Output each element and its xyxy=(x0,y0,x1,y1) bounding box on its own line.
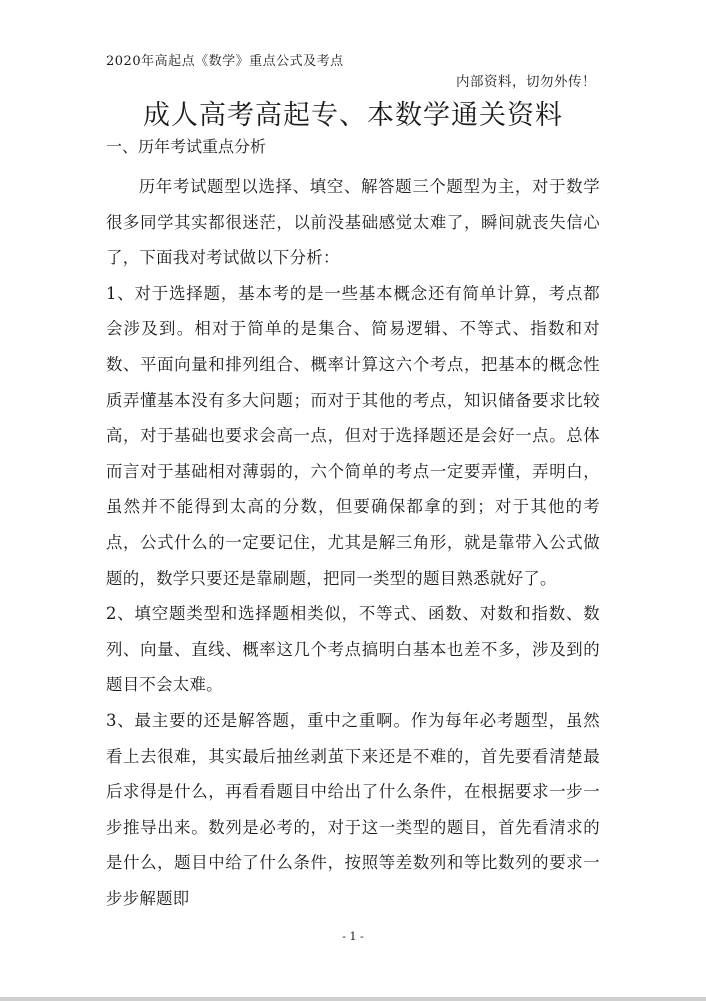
point-2-fill-in-blank: 2、填空题类型和选择题相类似，不等式、函数、对数和指数、数列、向量、直线、概率这几个考点搞明白基本也差不多，涉及到的题目不会太难。 xyxy=(106,604,600,695)
document-header-title: 2020年高起点《数学》重点公式及考点 xyxy=(106,54,344,69)
confidential-notice: 内部资料，切勿外传！ xyxy=(456,74,596,90)
point-1-multiple-choice: 1、对于选择题，基本考的是一些基本概念还有简单计算，考点都会涉及到。相对于简单的是集合、简易逻辑、不等式、指数和对数、平面向量和排列组合、概率计算这六个考点，把基本的概念性质弄懂基本没有多大问题；而对于其他的考点，知识储备要求比较高，对于基础也要求会高一点，但对于选择题还是会好一点。总体而言对于基础相对薄弱的，六个简单的考点一定要弄懂，弄明白，虽然并不能得到太高的分数，但要确保都拿的到；对于其他的考点，公式什么的一定要记住，尤其是解三角形，就是靠带入公式做题的，数学只要还是靠刷题，把同一类型的题目熟悉就好了。 xyxy=(106,283,600,588)
page-bottom-edge xyxy=(0,997,706,1001)
page-title: 成人高考高起专、本数学通关资料 xyxy=(143,100,563,131)
body-text xyxy=(106,169,600,916)
section-heading: 一、历年考试重点分析 xyxy=(106,137,267,156)
page-number: - 1 - xyxy=(342,930,364,943)
intro-paragraph: 历年考试题型以选择、填空、解答题三个题型为主，对于数学很多同学其实都很迷茫，以前没基础感觉太难了，瞬间就丧失信心了，下面我对考试做以下分析： xyxy=(106,177,600,268)
point-3-problem-solving: 3、最主要的还是解答题，重中之重啊。作为每年必考题型，虽然看上去很难，其实最后抽丝剥茧下来还是不难的，首先要看清楚最后求得是什么，再看看题目中给出了什么条件，在根据要求一步一步推导出来。数列是必考的，对于这一类型的题目，首先看清求的是什么，题目中给了什么条件，按照等差数列和等比数列的要求一步步解题即 xyxy=(106,710,600,908)
